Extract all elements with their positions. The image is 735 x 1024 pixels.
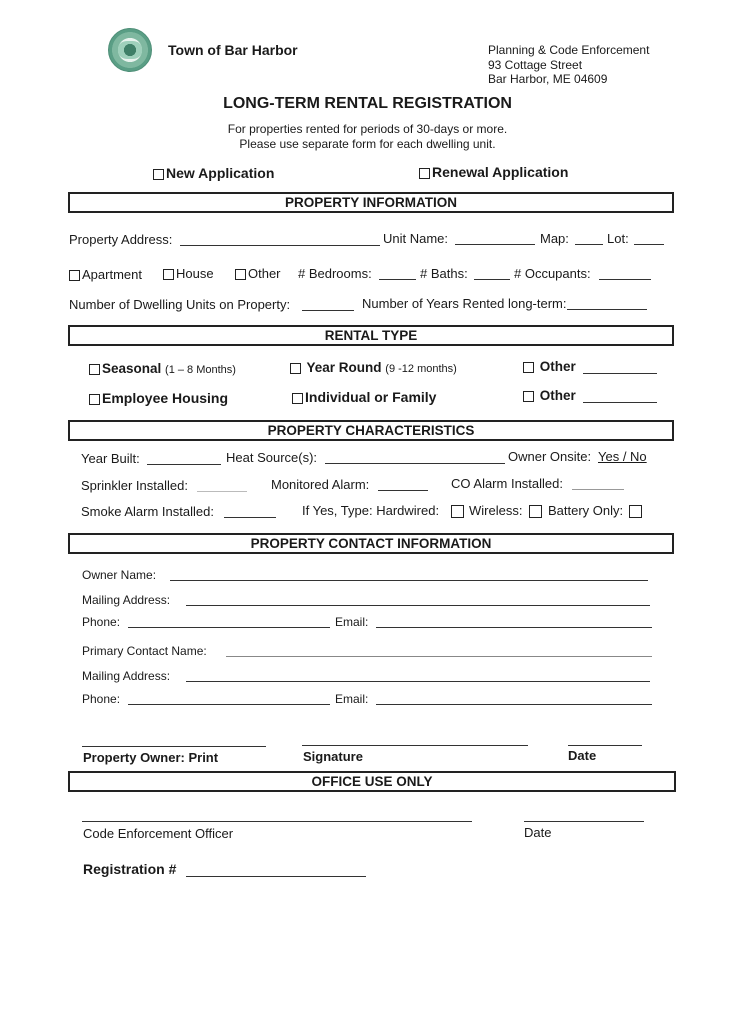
owner-onsite-yes-no[interactable]: Yes / No [598,449,647,464]
section-property-characteristics: PROPERTY CHARACTERISTICS [68,420,674,441]
dwelling-units-label: Number of Dwelling Units on Property: [69,297,291,312]
unit-name-field[interactable] [455,244,535,245]
checkbox-box[interactable] [69,270,80,281]
other-rental-field-1[interactable] [583,373,657,374]
renewal-application-checkbox[interactable] [419,164,568,180]
checkbox-box[interactable] [523,362,534,373]
map-label: Map: [540,231,569,246]
other-rental-label-2: Other [539,388,576,403]
sprinkler-label: Sprinkler Installed: [81,478,188,493]
section-property-contact-information: PROPERTY CONTACT INFORMATION [68,533,674,554]
other-rental-label-1: Other [539,359,576,374]
officer-field[interactable] [82,821,472,822]
email-field-1[interactable] [376,627,652,628]
seasonal-label: Seasonal [102,361,162,376]
owner-name-field[interactable] [170,580,648,581]
dwelling-units-field[interactable] [302,310,354,311]
other-rental-checkbox-2[interactable] [523,388,576,403]
checkbox-box[interactable] [292,393,303,404]
instruction-2: Please use separate form for each dwelling unit. [239,137,496,151]
house-label: House [176,266,214,281]
signature-field[interactable] [302,745,528,746]
checkbox-box[interactable] [523,391,534,402]
owner-date-label: Date [568,748,597,763]
new-application-checkbox[interactable] [153,165,274,181]
email-label-2: Email: [335,692,369,706]
seasonal-checkbox[interactable] [89,361,236,376]
map-field[interactable] [575,244,603,245]
town-name: Town of Bar Harbor [168,42,298,58]
bedrooms-field[interactable] [379,279,416,280]
apartment-checkbox[interactable] [69,267,142,282]
renewal-application-label: Renewal Application [432,164,569,180]
instruction-1: For properties rented for periods of 30-days or more. [227,122,508,136]
section-rental-type: RENTAL TYPE [68,325,674,346]
owner-print-label: Property Owner: Print [83,750,219,765]
occupants-field[interactable] [599,279,651,280]
mailing-address-label-1: Mailing Address: [82,593,171,607]
office-date-label: Date [524,825,552,840]
years-rented-label: Number of Years Rented long-term: [362,296,567,311]
heat-source-field[interactable] [325,463,505,464]
section-property-information: PROPERTY INFORMATION [68,192,674,213]
year-round-checkbox[interactable] [290,360,457,375]
mailing-address-field-1[interactable] [186,605,650,606]
owner-print-field[interactable] [82,746,266,747]
monitored-alarm-field[interactable] [378,490,428,491]
checkbox-box[interactable] [419,168,430,179]
other-rental-checkbox-1[interactable] [523,359,576,374]
smoke-alarm-field[interactable] [224,517,276,518]
new-application-label: New Application [166,165,275,181]
baths-label: # Baths: [420,266,468,281]
checkbox-box[interactable] [153,169,164,180]
monitored-alarm-label: Monitored Alarm: [271,477,370,492]
property-address-field[interactable] [180,245,380,246]
phone-field-2[interactable] [128,704,330,705]
year-built-label: Year Built: [81,451,140,466]
lot-label: Lot: [607,231,629,246]
primary-contact-label: Primary Contact Name: [82,644,207,658]
officer-label: Code Enforcement Officer [83,826,234,841]
wireless-label: Wireless: [469,503,523,518]
wireless-checkbox[interactable] [529,505,542,518]
year-round-note: (9 -12 months) [385,363,457,375]
other-type-checkbox[interactable] [235,266,281,281]
checkbox-box[interactable] [290,363,301,374]
other-type-label: Other [248,266,281,281]
sprinkler-field[interactable] [197,491,247,492]
hardwired-checkbox[interactable] [451,505,464,518]
baths-field[interactable] [474,279,510,280]
individual-family-label: Individual or Family [305,389,437,405]
checkbox-box[interactable] [89,364,100,375]
employee-housing-checkbox[interactable] [89,390,228,406]
employee-housing-label: Employee Housing [102,390,229,406]
dept-line-3: Bar Harbor, ME 04609 [488,72,608,86]
battery-only-label: Battery Only: [548,503,624,518]
office-date-field[interactable] [524,821,644,822]
battery-only-checkbox[interactable] [629,505,642,518]
registration-field[interactable] [186,876,366,877]
checkbox-box[interactable] [89,394,100,405]
signature-label: Signature [303,749,363,764]
owner-date-field[interactable] [568,745,642,746]
registration-label: Registration # [83,861,177,877]
checkbox-box[interactable] [235,269,246,280]
bedrooms-label: # Bedrooms: [298,266,372,281]
owner-onsite-label: Owner Onsite: [508,449,592,464]
heat-source-label: Heat Source(s): [226,450,318,465]
smoke-alarm-label: Smoke Alarm Installed: [81,504,214,519]
years-rented-field[interactable] [567,309,647,310]
year-built-field[interactable] [147,464,221,465]
primary-contact-field[interactable] [226,656,652,657]
lot-field[interactable] [634,244,664,245]
town-seal-logo [108,28,152,72]
co-alarm-field[interactable] [572,489,624,490]
dept-line-1: Planning & Code Enforcement [488,43,650,57]
year-round-label: Year Round [306,360,382,375]
owner-name-label: Owner Name: [82,568,157,582]
individual-family-checkbox[interactable] [292,389,436,405]
form-title: LONG-TERM RENTAL REGISTRATION [223,95,512,112]
co-alarm-label: CO Alarm Installed: [451,476,563,491]
phone-label-2: Phone: [82,692,121,706]
property-address-label: Property Address: [69,232,173,247]
email-field-2[interactable] [376,704,652,705]
occupants-label: # Occupants: [514,266,591,281]
section-office-use-only: OFFICE USE ONLY [68,771,676,792]
seasonal-note: (1 – 8 Months) [165,364,236,376]
mailing-address-label-2: Mailing Address: [82,669,171,683]
checkbox-box[interactable] [163,269,174,280]
mailing-address-field-2[interactable] [186,681,650,682]
house-checkbox[interactable] [163,266,214,281]
phone-label-1: Phone: [82,615,121,629]
email-label-1: Email: [335,615,369,629]
other-rental-field-2[interactable] [583,402,657,403]
apartment-label: Apartment [82,267,142,282]
phone-field-1[interactable] [128,627,330,628]
hardwired-label: If Yes, Type: Hardwired: [302,503,440,518]
dept-line-2: 93 Cottage Street [488,58,583,72]
unit-name-label: Unit Name: [383,231,449,246]
